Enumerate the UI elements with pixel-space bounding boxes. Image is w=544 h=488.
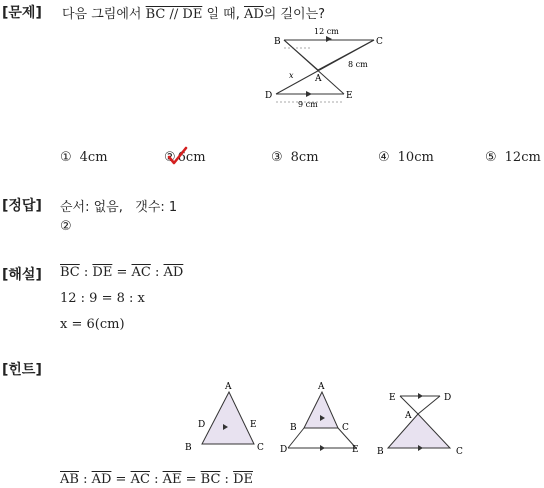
parallel-statement: BC // DE: [145, 7, 203, 22]
answer-meta: 순서: 없음, 갯수: 1: [60, 200, 178, 215]
choice-3-num: ③: [271, 150, 283, 165]
answer-choice: ②: [60, 219, 72, 234]
point-d-label: D: [265, 91, 273, 101]
hint-figure-3: [374, 386, 470, 458]
point-a-label: A: [315, 74, 322, 84]
check-mark-icon: [166, 146, 188, 166]
ad-length-label: x: [289, 71, 294, 80]
svg-text:E: E: [352, 445, 359, 455]
answer-tag: [정답]: [2, 198, 42, 214]
svg-text:C: C: [257, 443, 264, 453]
choice-4-text: 10cm: [397, 150, 434, 165]
svg-text:D: D: [444, 393, 452, 403]
hint-figure-1: [184, 380, 268, 456]
problem-lead: 다음 그림에서: [62, 7, 142, 22]
de-arrow: [306, 91, 312, 97]
svg-text:B: B: [377, 447, 384, 457]
choice-4-num: ④: [378, 150, 390, 165]
choice-3[interactable]: [271, 150, 319, 165]
svg-text:D: D: [280, 445, 288, 455]
bc-length-label: 12 cm: [314, 28, 339, 36]
svg-text:A: A: [405, 411, 412, 421]
hint-formula: $\overline{AB}$ : $\overline{AD} = \overline{AC}$ : $\overline{AE} = \overline{BC}$ : $\overline{DE}$: [60, 472, 253, 487]
solution-tag: [해설]: [2, 267, 42, 283]
hint-figure-2: [280, 380, 364, 456]
choice-4[interactable]: [378, 150, 434, 165]
bc-arrow: [326, 36, 332, 42]
svg-text:C: C: [456, 447, 463, 457]
choice-2-num: ②: [164, 150, 176, 165]
problem-text: [62, 3, 325, 22]
problem-tag: [문제]: [2, 5, 42, 21]
point-e-label: E: [346, 91, 353, 101]
svg-text:C: C: [342, 423, 349, 433]
choice-1-num: ①: [60, 150, 72, 165]
solution-ratio: $\overline{BC}$ : $\overline{DE} = \overline{AC}$ : $\overline{AD}$: [60, 265, 184, 280]
svg-text:A: A: [318, 382, 325, 392]
solution-result: x = 6(cm): [60, 317, 125, 332]
choice-1[interactable]: [60, 150, 108, 165]
point-b-label: B: [274, 37, 281, 47]
choice-5-num: ⑤: [485, 150, 497, 165]
de-length-label: 9 cm: [298, 100, 318, 108]
problem-figure: [262, 28, 392, 108]
choice-1-text: 4cm: [79, 150, 108, 165]
choice-5-text: 12cm: [504, 150, 541, 165]
svg-text:E: E: [389, 393, 396, 403]
hint-tag: [힌트]: [2, 362, 42, 378]
svg-text:D: D: [198, 420, 206, 430]
svg-text:B: B: [185, 443, 192, 453]
choice-2-text: 6cm: [177, 150, 206, 165]
choice-5[interactable]: [485, 150, 541, 165]
problem-tail: 의 길이는?: [263, 7, 326, 22]
choice-2[interactable]: [164, 150, 206, 165]
target-segment: $\overline{AD}$: [243, 7, 264, 22]
svg-text:E: E: [250, 420, 257, 430]
ac-length-label: 8 cm: [348, 60, 368, 69]
svg-text:B: B: [290, 423, 297, 433]
solution-substitution: 12 : 9 = 8 : x: [60, 291, 145, 306]
choice-3-text: 8cm: [290, 150, 319, 165]
svg-text:A: A: [225, 382, 232, 392]
problem-middle: 일 때,: [206, 7, 240, 22]
point-c-label: C: [376, 37, 383, 47]
